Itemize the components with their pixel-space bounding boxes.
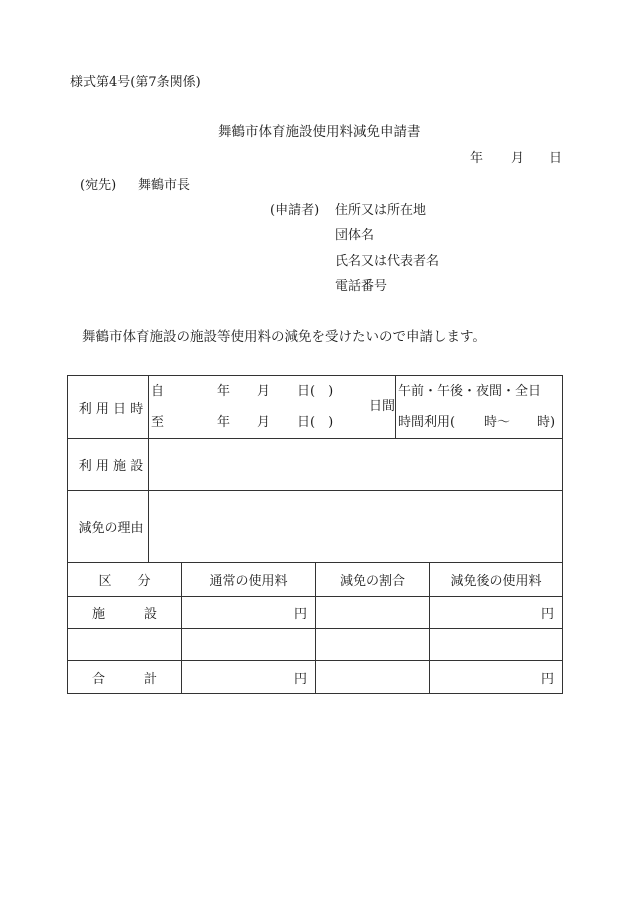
body-text: 舞鶴市体育施設の施設等使用料の減免を受けたいので申請します。	[82, 329, 486, 345]
row-total-label: 合 計	[68, 661, 182, 694]
period-options: 午前・午後・夜間・全日	[398, 384, 542, 399]
hourly-from-label: 時〜	[484, 415, 511, 430]
applicant-name-field: 氏名又は代表者名	[335, 254, 440, 269]
facility-label: 利 用 施 設	[68, 439, 149, 491]
hourly-to-label: 時)	[537, 415, 556, 430]
form-number: 様式第4号(第7条関係)	[70, 75, 201, 90]
date-year-label: 年	[470, 151, 484, 166]
row-blank-reduction-rate[interactable]	[316, 629, 430, 661]
applicant-group-field: 団体名	[335, 228, 375, 243]
row-total-reduction-rate[interactable]	[316, 661, 430, 694]
reason-label: 減免の理由	[68, 491, 149, 563]
to-label: 至	[151, 415, 165, 430]
to-year-label: 年	[217, 415, 231, 430]
days-unit-label: 日間	[369, 399, 396, 414]
from-month-label: 月	[257, 384, 271, 399]
from-day-label: 日( )	[297, 384, 334, 399]
reason-input-cell[interactable]	[149, 491, 563, 563]
header-fee-after-reduction: 減免後の使用料	[430, 563, 563, 597]
from-label: 自	[151, 384, 165, 399]
table-row	[68, 661, 563, 694]
period-cell[interactable]	[396, 376, 563, 439]
row-facility-fee-after[interactable]: 円	[430, 597, 563, 629]
date-day-label: 日	[549, 151, 563, 166]
usage-table	[67, 375, 563, 563]
table-row	[68, 629, 563, 661]
usage-datetime-label: 利 用 日 時	[68, 376, 149, 439]
addressee-name: 舞鶴市長	[138, 178, 191, 193]
row-blank-normal-fee[interactable]	[182, 629, 316, 661]
header-reduction-rate: 減免の割合	[316, 563, 430, 597]
facility-input-cell[interactable]	[149, 439, 563, 491]
row-blank-label[interactable]	[68, 629, 182, 661]
fee-table	[67, 562, 563, 694]
row-total-normal-fee[interactable]: 円	[182, 661, 316, 694]
usage-datetime-cell[interactable]	[149, 376, 396, 439]
row-blank-fee-after[interactable]	[430, 629, 563, 661]
applicant-address-field: 住所又は所在地	[335, 203, 427, 218]
row-facility-reduction-rate[interactable]	[316, 597, 430, 629]
to-month-label: 月	[257, 415, 271, 430]
header-category: 区 分	[68, 563, 182, 597]
applicant-phone-field: 電話番号	[335, 279, 388, 294]
form-title: 舞鶴市体育施設使用料減免申請書	[218, 124, 421, 140]
row-facility-label: 施 設	[68, 597, 182, 629]
from-year-label: 年	[217, 384, 231, 399]
table-row	[68, 597, 563, 629]
hourly-prefix: 時間利用(	[398, 415, 456, 430]
row-total-fee-after[interactable]: 円	[430, 661, 563, 694]
to-day-label: 日( )	[297, 415, 334, 430]
applicant-label: (申請者)	[270, 203, 320, 218]
addressee-label: (宛先)	[80, 178, 117, 193]
header-normal-fee: 通常の使用料	[182, 563, 316, 597]
date-month-label: 月	[511, 151, 525, 166]
row-facility-normal-fee[interactable]: 円	[182, 597, 316, 629]
